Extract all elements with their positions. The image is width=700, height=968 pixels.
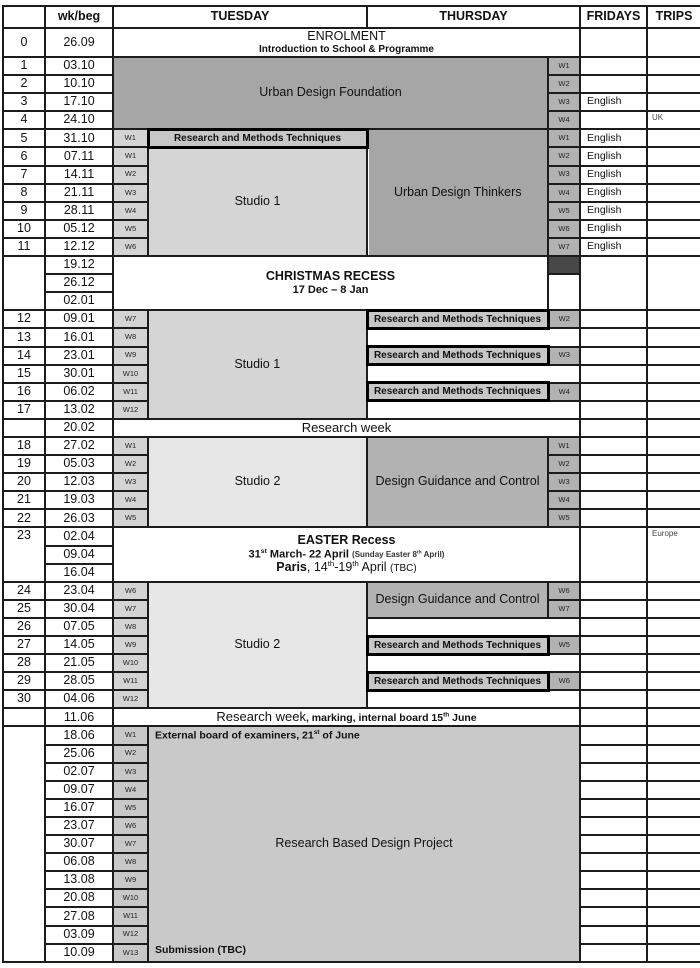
trips-cell	[647, 745, 700, 763]
header-tuesday: TUESDAY	[113, 6, 367, 28]
week-number: 25	[3, 600, 45, 618]
week-start-date: 26.03	[45, 509, 113, 527]
fridays-cell	[580, 835, 647, 853]
fridays-cell	[580, 310, 647, 328]
week-number: 9	[3, 202, 45, 220]
thursday-blank-cell	[367, 690, 580, 708]
week-start-date: 07.11	[45, 147, 113, 165]
fridays-cell	[580, 491, 647, 509]
week-number: 0	[3, 28, 45, 57]
trips-cell	[647, 781, 700, 799]
course-block-design-guidance: Design Guidance and Control	[367, 582, 548, 618]
fridays-cell	[580, 256, 647, 310]
week-start-date: 12.03	[45, 473, 113, 491]
christmas-dates: 17 Dec – 8 Jan	[292, 283, 369, 296]
fridays-cell: English	[580, 147, 647, 165]
trips-cell	[647, 491, 700, 509]
week-start-date: 13.02	[45, 401, 113, 419]
tuesday-week-label: W11	[113, 907, 148, 925]
week-number: 13	[3, 328, 45, 346]
research-week-cell: Research week, marking, internal board 15th June	[113, 708, 580, 726]
course-block-studio-2: Studio 2	[148, 582, 367, 709]
week-start-date: 10.09	[45, 944, 113, 962]
week-number: 14	[3, 347, 45, 365]
tuesday-week-label: W1	[113, 437, 148, 455]
fridays-cell	[580, 871, 647, 889]
project-title: Research Based Design Project	[275, 835, 453, 850]
trips-cell	[647, 835, 700, 853]
header-blank	[3, 6, 45, 28]
week-label-blank	[548, 274, 580, 310]
week-number	[3, 256, 45, 310]
fridays-cell: English	[580, 184, 647, 202]
trips-cell	[647, 473, 700, 491]
fridays-cell	[580, 419, 647, 437]
trips-cell	[647, 437, 700, 455]
trips-cell	[647, 799, 700, 817]
thursday-week-label: W5	[548, 509, 580, 527]
recess-row	[3, 527, 700, 545]
week-number	[3, 708, 45, 726]
week-number: 22	[3, 509, 45, 527]
fridays-cell: English	[580, 166, 647, 184]
trips-cell	[647, 672, 700, 690]
week-start-date: 07.05	[45, 618, 113, 636]
week-number: 23	[3, 527, 45, 581]
thursday-blank-cell	[367, 654, 580, 672]
recess-row	[3, 256, 700, 274]
week-start-date: 12.12	[45, 238, 113, 256]
tuesday-week-label: W1	[113, 129, 148, 147]
week-number: 3	[3, 93, 45, 111]
thursday-week-label: W6	[548, 220, 580, 238]
week-number: 10	[3, 220, 45, 238]
week-start-date: 19.12	[45, 256, 113, 274]
thursday-week-label: W3	[548, 473, 580, 491]
fridays-cell	[580, 654, 647, 672]
thursday-week-label: W4	[548, 491, 580, 509]
fridays-cell	[580, 944, 647, 962]
week-start-date: 30.04	[45, 600, 113, 618]
week-start-date: 05.03	[45, 455, 113, 473]
trips-cell	[647, 690, 700, 708]
trips-cell	[647, 129, 700, 147]
tuesday-week-label: W6	[113, 817, 148, 835]
tuesday-week-label: W5	[113, 509, 148, 527]
trips-cell	[647, 220, 700, 238]
trips-cell	[647, 509, 700, 527]
thursday-week-label: W4	[548, 184, 580, 202]
fridays-cell	[580, 365, 647, 383]
tuesday-week-label: W2	[113, 455, 148, 473]
week-number: 12	[3, 310, 45, 328]
tuesday-week-label: W4	[113, 491, 148, 509]
header-trips: TRIPS	[647, 6, 700, 28]
tuesday-week-label: W10	[113, 654, 148, 672]
thursday-week-label: W3	[548, 93, 580, 111]
week-number: 2	[3, 75, 45, 93]
week-start-date: 09.01	[45, 310, 113, 328]
week-start-date: 27.02	[45, 437, 113, 455]
tuesday-week-label: W1	[113, 726, 148, 744]
fridays-cell	[580, 690, 647, 708]
thursday-week-label: W1	[548, 57, 580, 75]
fridays-cell	[580, 817, 647, 835]
week-number: 16	[3, 383, 45, 401]
trips-cell	[647, 907, 700, 925]
thursday-week-label: W1	[548, 437, 580, 455]
thursday-week-label: W3	[548, 347, 580, 365]
week-start-date: 21.05	[45, 654, 113, 672]
trips-cell	[647, 763, 700, 781]
week-start-date: 23.01	[45, 347, 113, 365]
thursday-week-label: W3	[548, 166, 580, 184]
trips-cell	[647, 57, 700, 75]
week-start-date: 24.10	[45, 111, 113, 129]
enrolment-cell	[113, 28, 580, 57]
course-bar-research-methods: Research and Methods Techniques	[367, 672, 548, 690]
week-start-date: 14.11	[45, 166, 113, 184]
week-start-date: 25.06	[45, 745, 113, 763]
timetable	[2, 5, 700, 963]
fridays-cell	[580, 726, 647, 744]
trips-cell	[647, 383, 700, 401]
week-start-date: 09.04	[45, 546, 113, 564]
trips-cell	[647, 726, 700, 744]
thursday-week-label: W1	[548, 129, 580, 147]
week-start-date: 04.06	[45, 690, 113, 708]
fridays-cell: English	[580, 129, 647, 147]
course-block-design-guidance: Design Guidance and Control	[367, 437, 548, 527]
week-number: 7	[3, 166, 45, 184]
thursday-week-label: W6	[548, 672, 580, 690]
course-bar-research-methods: Research and Methods Techniques	[367, 383, 548, 401]
thursday-week-label: W2	[548, 310, 580, 328]
course-bar-research-methods: Research and Methods Techniques	[367, 310, 548, 328]
trips-cell	[647, 708, 700, 726]
tuesday-week-label: W13	[113, 944, 148, 962]
tuesday-week-label: W1	[113, 147, 148, 165]
tuesday-week-label: W9	[113, 347, 148, 365]
trips-cell	[647, 328, 700, 346]
week-number: 28	[3, 654, 45, 672]
week-number: 11	[3, 238, 45, 256]
easter-paris-trip: Paris, 14th-19th April (TBC)	[276, 559, 417, 575]
week-number: 24	[3, 582, 45, 600]
dark-week-cell	[548, 256, 580, 274]
enrolment-row	[3, 28, 700, 57]
trips-cell	[647, 582, 700, 600]
trips-cell	[647, 147, 700, 165]
week-start-date: 02.01	[45, 292, 113, 310]
tuesday-week-label: W4	[113, 781, 148, 799]
fridays-cell	[580, 799, 647, 817]
trips-cell	[647, 889, 700, 907]
fridays-cell: English	[580, 93, 647, 111]
thursday-week-label: W5	[548, 202, 580, 220]
header-fridays: FRIDAYS	[580, 6, 647, 28]
trips-cell	[647, 636, 700, 654]
week-number: 27	[3, 636, 45, 654]
fridays-cell	[580, 708, 647, 726]
trips-cell	[647, 93, 700, 111]
trips-cell	[647, 310, 700, 328]
tuesday-week-label: W2	[113, 166, 148, 184]
fridays-cell	[580, 907, 647, 925]
tuesday-week-label: W11	[113, 672, 148, 690]
tuesday-week-label: W12	[113, 926, 148, 944]
course-block-urban-design-foundation: Urban Design Foundation	[113, 57, 548, 129]
thursday-week-label: W4	[548, 111, 580, 129]
week-start-date: 28.05	[45, 672, 113, 690]
week-start-date: 19.03	[45, 491, 113, 509]
fridays-cell	[580, 437, 647, 455]
week-row	[3, 437, 700, 455]
fridays-cell: English	[580, 220, 647, 238]
fridays-cell: English	[580, 202, 647, 220]
research-week-row	[3, 708, 700, 726]
fridays-cell	[580, 582, 647, 600]
tuesday-week-label: W5	[113, 220, 148, 238]
tuesday-week-label: W8	[113, 618, 148, 636]
week-start-date: 31.10	[45, 129, 113, 147]
tuesday-week-label: W3	[113, 184, 148, 202]
thursday-blank-cell	[367, 618, 580, 636]
fridays-cell	[580, 328, 647, 346]
week-number: 6	[3, 147, 45, 165]
course-block-studio-2: Studio 2	[148, 437, 367, 527]
easter-dates: 31st March- 22 April (Sunday Easter 8th April)	[248, 547, 445, 561]
week-start-date: 03.10	[45, 57, 113, 75]
enrolment-subtitle: Introduction to School & Programme	[258, 43, 434, 55]
week-start-date: 06.02	[45, 383, 113, 401]
trips-cell	[647, 600, 700, 618]
tuesday-week-label: W9	[113, 636, 148, 654]
course-bar-research-methods: Research and Methods Techniques	[148, 129, 367, 147]
tuesday-week-label: W6	[113, 582, 148, 600]
week-number: 1	[3, 57, 45, 75]
week-start-date: 20.08	[45, 889, 113, 907]
week-start-date: 16.01	[45, 328, 113, 346]
tuesday-week-label: W8	[113, 328, 148, 346]
fridays-cell	[580, 926, 647, 944]
tuesday-week-label: W6	[113, 238, 148, 256]
tuesday-week-label: W5	[113, 799, 148, 817]
fridays-cell	[580, 853, 647, 871]
thursday-week-label: W7	[548, 238, 580, 256]
tuesday-week-label: W3	[113, 473, 148, 491]
week-start-date: 10.10	[45, 75, 113, 93]
week-start-date: 27.08	[45, 907, 113, 925]
easter-title: EASTER Recess	[297, 532, 396, 547]
fridays-cell	[580, 781, 647, 799]
trips-cell: Europe	[647, 527, 700, 581]
week-number: 30	[3, 690, 45, 708]
fridays-cell	[580, 745, 647, 763]
trips-cell	[647, 871, 700, 889]
thursday-blank-cell	[367, 401, 580, 419]
trips-cell	[647, 926, 700, 944]
fridays-cell	[580, 763, 647, 781]
tuesday-week-label: W2	[113, 745, 148, 763]
tuesday-week-label: W3	[113, 763, 148, 781]
week-start-date: 30.01	[45, 365, 113, 383]
tuesday-week-label: W4	[113, 202, 148, 220]
week-number	[3, 726, 45, 961]
thursday-week-label: W2	[548, 147, 580, 165]
tuesday-week-label: W9	[113, 871, 148, 889]
trips-cell	[647, 347, 700, 365]
christmas-recess-cell	[113, 256, 548, 310]
fridays-cell	[580, 75, 647, 93]
trips-cell	[647, 184, 700, 202]
week-number: 26	[3, 618, 45, 636]
fridays-cell	[580, 672, 647, 690]
trips-cell	[647, 365, 700, 383]
trips-cell	[647, 202, 700, 220]
course-block-studio-1: Studio 1	[148, 147, 367, 256]
submission-note: Submission (TBC)	[155, 943, 246, 956]
week-row	[3, 129, 700, 147]
course-block-urban-design-thinkers: Urban Design Thinkers	[367, 129, 548, 256]
week-start-date: 16.04	[45, 564, 113, 582]
external-board-note: External board of examiners, 21st of June	[155, 729, 360, 742]
week-row	[3, 147, 700, 165]
week-start-date: 17.10	[45, 93, 113, 111]
week-start-date: 02.07	[45, 763, 113, 781]
fridays-cell	[580, 57, 647, 75]
research-week-row	[3, 419, 700, 437]
fridays-cell	[580, 889, 647, 907]
header-wkbeg: wk/beg	[45, 6, 113, 28]
week-number: 19	[3, 455, 45, 473]
fridays-cell	[580, 509, 647, 527]
week-number	[3, 419, 45, 437]
course-block-studio-1: Studio 1	[148, 310, 367, 419]
fridays-cell	[580, 455, 647, 473]
week-start-date: 18.06	[45, 726, 113, 744]
fridays-cell: English	[580, 238, 647, 256]
thursday-blank-cell	[367, 328, 580, 346]
tuesday-week-label: W10	[113, 889, 148, 907]
thursday-blank-cell	[367, 365, 580, 383]
course-bar-research-methods: Research and Methods Techniques	[367, 636, 548, 654]
week-number: 17	[3, 401, 45, 419]
week-number: 15	[3, 365, 45, 383]
week-start-date: 23.07	[45, 817, 113, 835]
tuesday-week-label: W7	[113, 600, 148, 618]
week-start-date: 13.08	[45, 871, 113, 889]
trips-cell	[647, 853, 700, 871]
trips-cell	[647, 166, 700, 184]
fridays-cell	[580, 473, 647, 491]
research-week-cell: Research week	[113, 419, 580, 437]
trips-cell	[647, 654, 700, 672]
fridays-cell	[580, 600, 647, 618]
trips-cell	[647, 238, 700, 256]
trips-cell: UK	[647, 111, 700, 129]
fridays-cell	[580, 618, 647, 636]
week-number: 4	[3, 111, 45, 129]
week-start-date: 20.02	[45, 419, 113, 437]
header-row	[3, 6, 700, 28]
week-start-date: 28.11	[45, 202, 113, 220]
tuesday-week-label: W12	[113, 690, 148, 708]
tuesday-week-label: W12	[113, 401, 148, 419]
week-start-date: 11.06	[45, 708, 113, 726]
thursday-week-label: W7	[548, 600, 580, 618]
week-start-date: 26.09	[45, 28, 113, 57]
trips-cell	[647, 256, 700, 310]
header-thursday: THURSDAY	[367, 6, 580, 28]
week-number: 20	[3, 473, 45, 491]
fridays-cell	[580, 111, 647, 129]
week-start-date: 02.04	[45, 527, 113, 545]
trips-cell	[647, 618, 700, 636]
week-start-date: 03.09	[45, 926, 113, 944]
project-row	[3, 726, 700, 744]
tuesday-week-label: W11	[113, 383, 148, 401]
week-start-date: 09.07	[45, 781, 113, 799]
week-start-date: 23.04	[45, 582, 113, 600]
tuesday-week-label: W7	[113, 310, 148, 328]
week-start-date: 30.07	[45, 835, 113, 853]
week-start-date: 06.08	[45, 853, 113, 871]
week-number: 5	[3, 129, 45, 147]
fridays-cell	[580, 401, 647, 419]
week-start-date: 14.05	[45, 636, 113, 654]
week-row	[3, 582, 700, 600]
course-bar-research-methods: Research and Methods Techniques	[367, 347, 548, 365]
fridays-cell	[580, 636, 647, 654]
week-start-date: 26.12	[45, 274, 113, 292]
week-number: 8	[3, 184, 45, 202]
trips-cell	[647, 817, 700, 835]
tuesday-week-label: W10	[113, 365, 148, 383]
fridays-cell	[580, 347, 647, 365]
enrolment-title: ENROLMENT	[307, 29, 386, 44]
thursday-week-label: W6	[548, 582, 580, 600]
week-start-date: 05.12	[45, 220, 113, 238]
week-number: 21	[3, 491, 45, 509]
week-number: 18	[3, 437, 45, 455]
fridays-cell	[580, 527, 647, 581]
thursday-week-label: W5	[548, 636, 580, 654]
trips-cell	[647, 401, 700, 419]
tuesday-week-label: W8	[113, 853, 148, 871]
week-row	[3, 57, 700, 75]
week-start-date: 16.07	[45, 799, 113, 817]
thursday-week-label: W4	[548, 383, 580, 401]
fridays-cell	[580, 28, 647, 57]
easter-recess-cell	[113, 527, 580, 581]
trips-cell	[647, 455, 700, 473]
christmas-title: CHRISTMAS RECESS	[265, 269, 396, 283]
trips-cell	[647, 944, 700, 962]
fridays-cell	[580, 383, 647, 401]
week-number: 29	[3, 672, 45, 690]
trips-cell	[647, 75, 700, 93]
course-block-research-project	[148, 726, 580, 961]
week-row	[3, 310, 700, 328]
thursday-week-label: W2	[548, 455, 580, 473]
trips-cell	[647, 28, 700, 57]
tuesday-week-label: W7	[113, 835, 148, 853]
thursday-week-label: W2	[548, 75, 580, 93]
trips-cell	[647, 419, 700, 437]
week-start-date: 21.11	[45, 184, 113, 202]
